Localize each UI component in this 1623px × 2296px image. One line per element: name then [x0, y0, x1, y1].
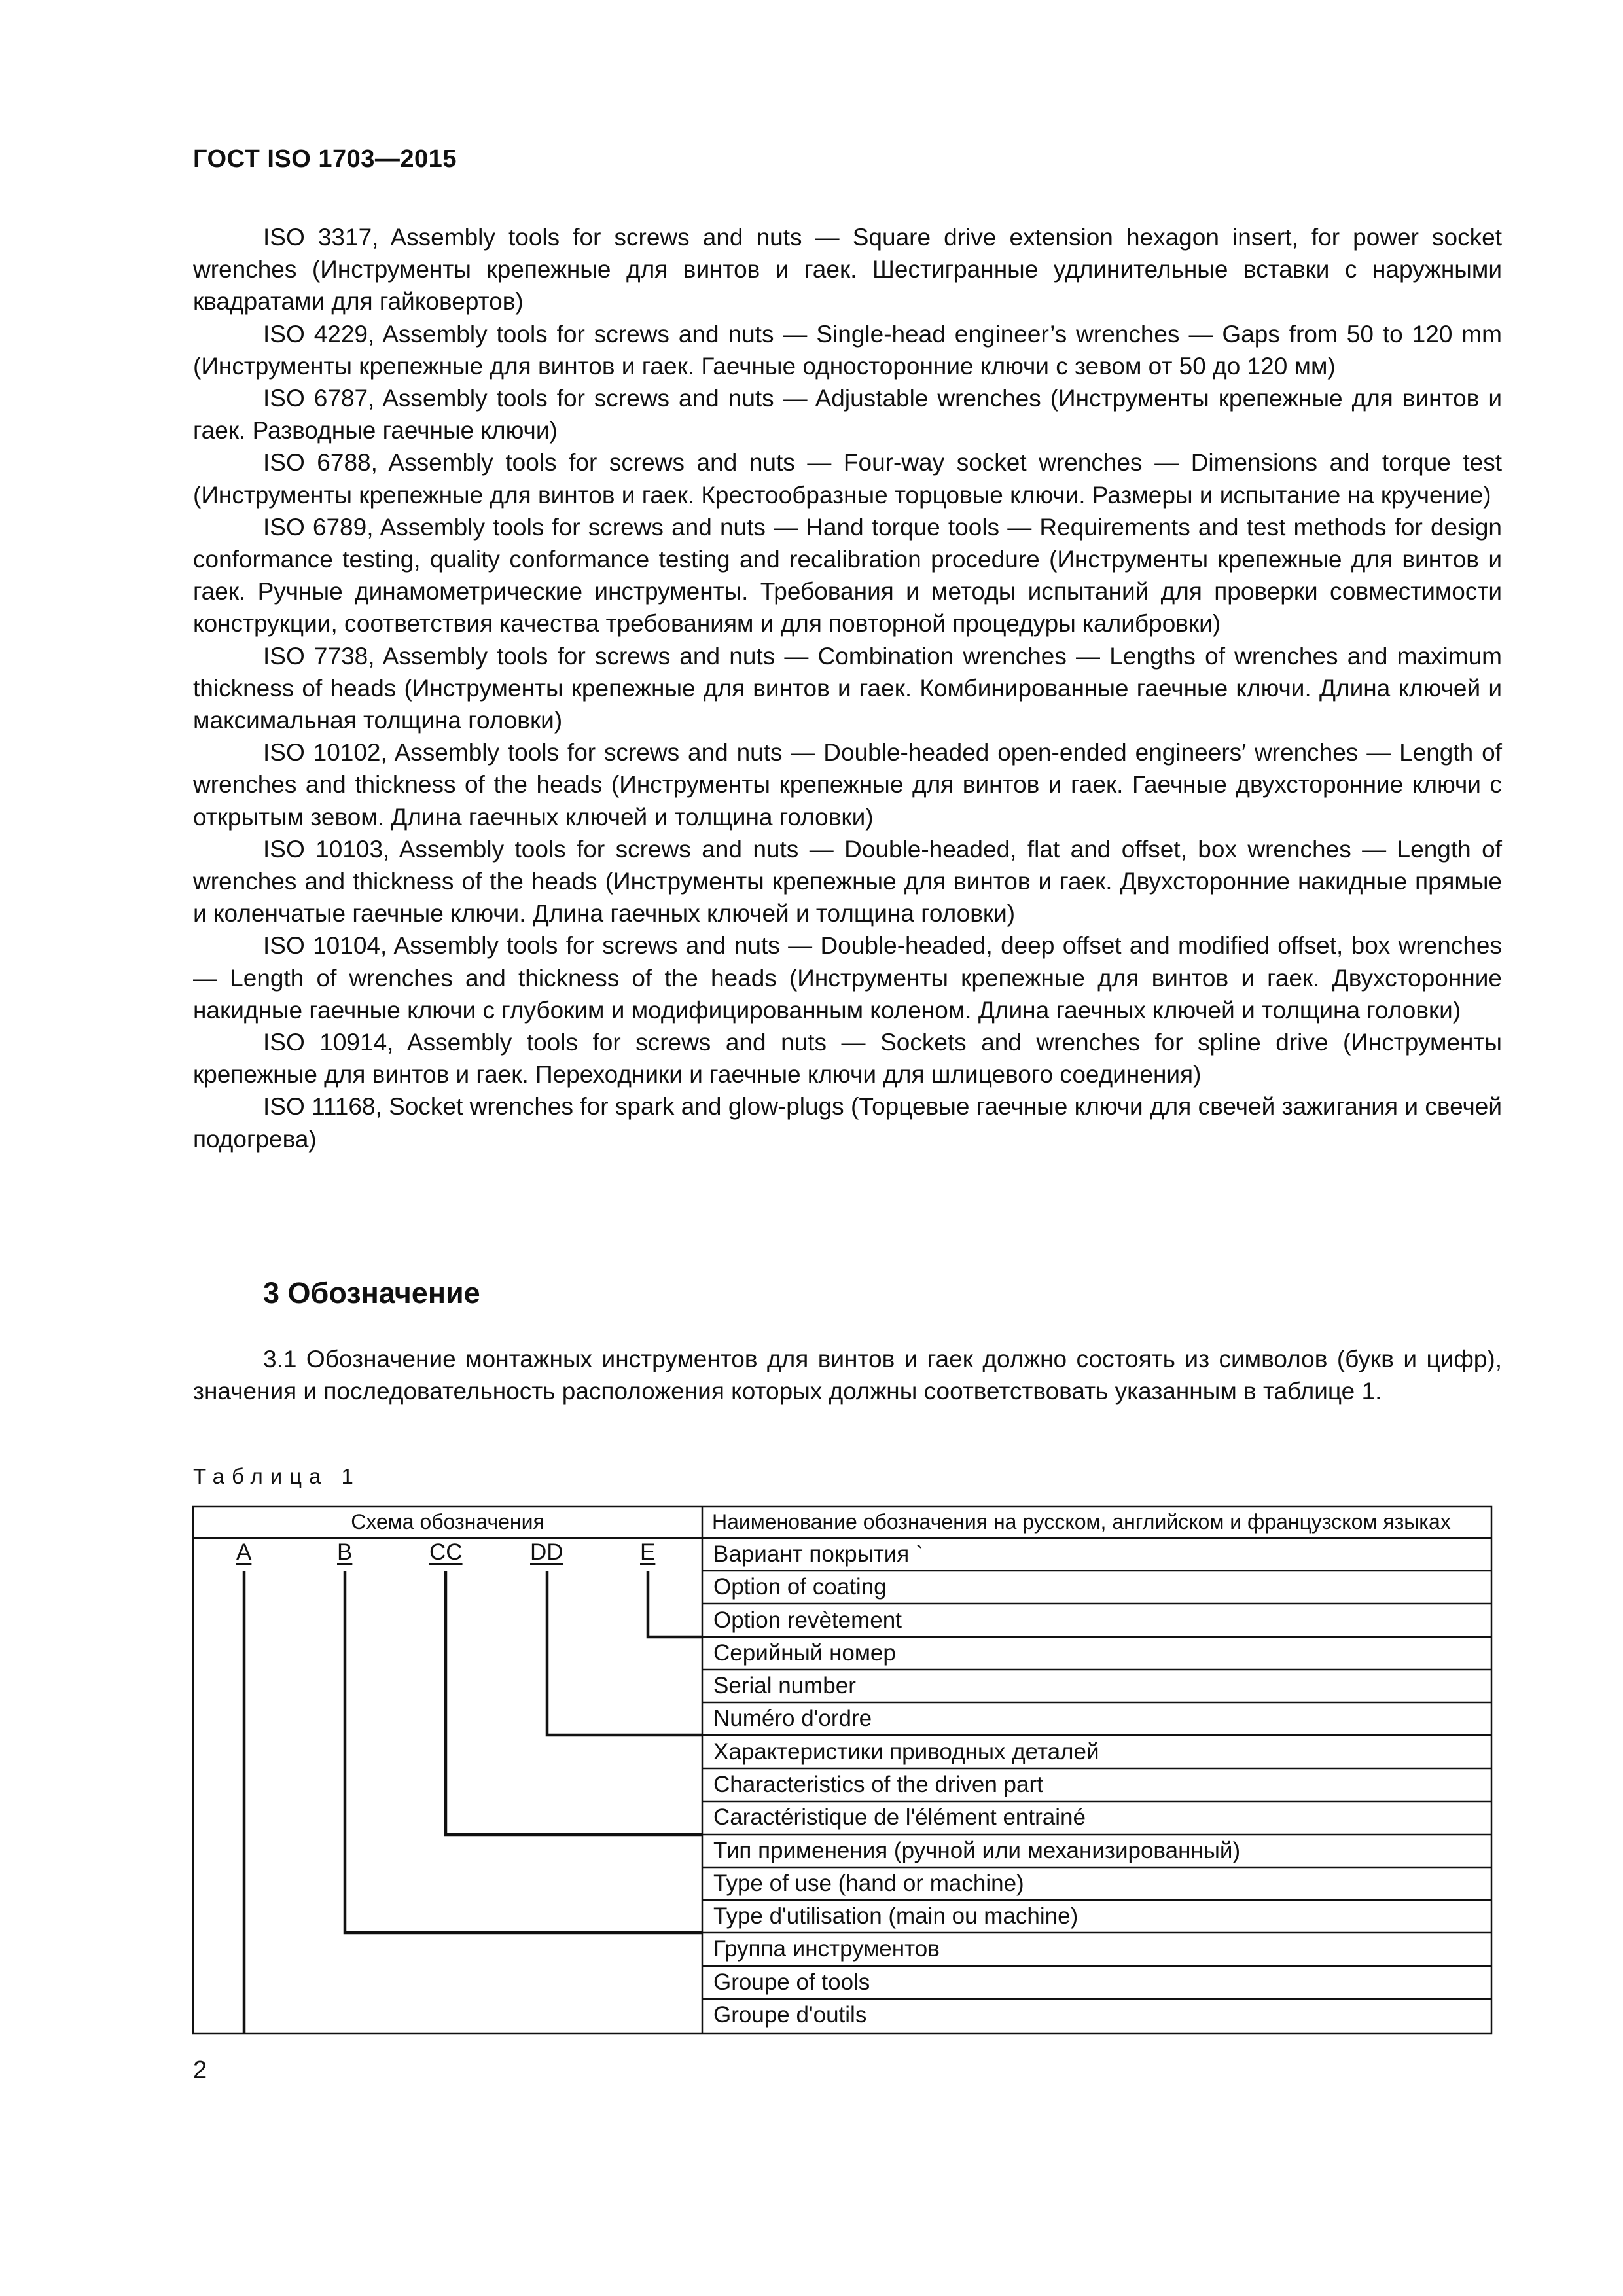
table-row: Группа инструментов	[713, 1936, 940, 1962]
reference-item: ISO 10914, Assembly tools for screws and nuts — Sockets and wrenches for spline drive (Инструменты крепежные для винтов и гаек. Переходники и гаечные ключи для шлицевого соединения)	[193, 1029, 1502, 1088]
bracket-cc	[446, 1571, 702, 1835]
table-row: Groupe of tools	[713, 1969, 870, 1995]
scheme-letter-e: E	[640, 1539, 656, 1565]
table-row: Серийный номер	[713, 1640, 896, 1666]
bracket-e	[648, 1571, 702, 1637]
table-row: Serial number	[713, 1673, 856, 1698]
table-row: Type d'utilisation (main ou machine)	[713, 1903, 1079, 1929]
reference-item: ISO 10102, Assembly tools for screws and nuts — Double-headed open-ended engineers′ wrenches — Length of wrenches and thickness of the heads (Инструменты крепежные для винтов и гаек. Гаечные двухсторонние ключи с открытым зевом. Длина гаечных ключей и толщина головки)	[193, 739, 1502, 831]
table-row: Caractéristique de l'élément entrainé	[713, 1804, 1086, 1830]
scheme-header: Схема обозначения	[351, 1510, 544, 1534]
section-title: 3 Обозначение	[263, 1276, 480, 1310]
reference-item: ISO 4229, Assembly tools for screws and nuts — Single-head engineer’s wrenches — Gaps from 50 to 120 mm (Инструменты крепежные для винтов и гаек. Гаечные односторонние ключи с зевом от 50 до 120 мм)	[193, 320, 1502, 380]
section-paragraph: 3.1 Обозначение монтажных инструментов для винтов и гаек должно состоять из символов (букв и цифр), значения и последовательность расположения которых должны соответствовать указанным в таблице 1.	[193, 1346, 1502, 1405]
document-header: ГОСТ ISO 1703—2015	[193, 145, 457, 173]
reference-item: ISO 10103, Assembly tools for screws and nuts — Double-headed, flat and offset, box wrenches — Length of wrenches and thickness of the heads (Инструменты крепежные для винтов и гаек. Двухсторонние накидные прямые и коленчатые гаечные ключи. Длина гаечных ключей и толщина головки)	[193, 835, 1502, 927]
reference-item: ISO 6788, Assembly tools for screws and nuts — Four-way socket wrenches — Dimensions and torque test (Инструменты крепежные для винтов и гаек. Крестообразные торцовые ключи. Размеры и испытание на кручение)	[193, 449, 1502, 509]
page-number: 2	[193, 2056, 207, 2084]
table-row: Вариант покрытия `	[713, 1541, 923, 1567]
reference-item: ISO 11168, Socket wrenches for spark and glow-plugs (Торцевые гаечные ключи для свечей зажигания и свечей подогрева)	[193, 1093, 1502, 1153]
reference-item: ISO 3317, Assembly tools for screws and nuts — Square drive extension hexagon insert, for power socket wrenches (Инструменты крепежные для винтов и гаек. Шестигранные удлинительные вставки с наружными квадратами для гайковертов)	[193, 224, 1502, 315]
scheme-letter-a: A	[236, 1539, 252, 1565]
names-header: Наименование обозначения на русском, английском и французском языках	[712, 1510, 1451, 1534]
scheme-letter-dd: DD	[530, 1539, 563, 1565]
table-label: Таблица 1	[193, 1464, 361, 1488]
reference-item: ISO 6789, Assembly tools for screws and nuts — Hand torque tools — Requirements and test methods for design conformance testing, quality conformance testing and recalibration procedure (Инструменты крепежные для винтов и гаек. Ручные динамометрические инструменты. Требования и методы испытаний для проверки совместимости конструкции, соответствия качества требованиям и для повторной процедуры калибровки)	[193, 513, 1502, 637]
table-row: Characteristics of the driven part	[713, 1772, 1043, 1797]
table-row: Option of coating	[713, 1574, 887, 1600]
scheme-letter-cc: CC	[429, 1539, 463, 1565]
reference-item: ISO 6787, Assembly tools for screws and nuts — Adjustable wrenches (Инструменты крепежные для винтов и гаек. Разводные гаечные ключи)	[193, 385, 1502, 444]
reference-item: ISO 10104, Assembly tools for screws and nuts — Double-headed, deep offset and modified offset, box wrenches — Length of wrenches and thickness of the heads (Инструменты крепежные для винтов и гаек. Двухсторонние накидные гаечные ключи с глубоким и модифицированным коленом. Длина гаечных ключей и толщина головки)	[193, 932, 1502, 1024]
designation-brackets	[244, 1571, 702, 2034]
table-row: Type of use (hand or machine)	[713, 1871, 1024, 1896]
table-row: Option revètement	[713, 1607, 902, 1633]
table-row: Тип применения (ручной или механизированный)	[713, 1838, 1241, 1863]
table-row: Groupe d'outils	[713, 2002, 867, 2028]
scheme-letter-b: B	[337, 1539, 353, 1565]
bracket-dd	[547, 1571, 702, 1735]
reference-item: ISO 7738, Assembly tools for screws and nuts — Combination wrenches — Lengths of wrenches and maximum thickness of heads (Инструменты крепежные для винтов и гаек. Комбинированные гаечные ключи. Длина ключей и максимальная толщина головки)	[193, 642, 1502, 734]
table-row: Характеристики приводных деталей	[713, 1739, 1099, 1765]
table-row: Numéro d'ordre	[713, 1706, 872, 1731]
